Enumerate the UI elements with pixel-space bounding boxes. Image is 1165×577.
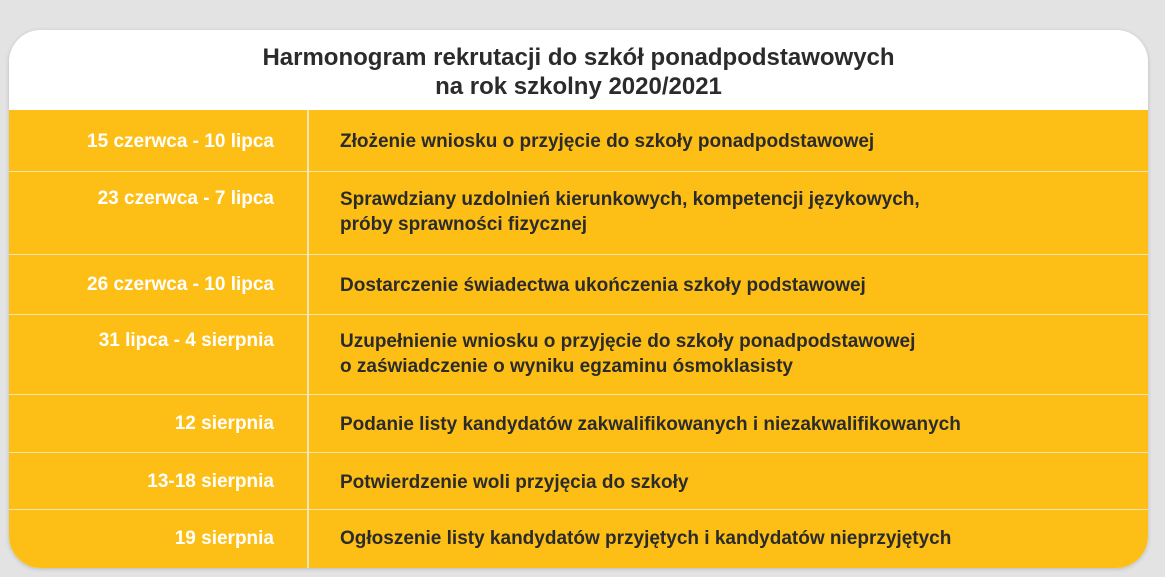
row-date: 13-18 sierpnia [147,471,274,492]
row-description [340,273,1140,298]
row-date: 19 sierpnia [174,528,274,549]
table-row [9,110,1148,172]
row-description-line: Podanie listy kandydatów zakwalifikowanych i niezakwalifikowanych [340,414,961,435]
table-row [9,453,1148,510]
row-description [340,329,1140,379]
row-description [340,412,1140,437]
schedule-header [9,30,1148,110]
row-description [340,129,1140,154]
title-line-1: Harmonogram rekrutacji do szkół ponadpodstawowych [262,44,895,71]
table-row [9,510,1148,568]
table-row [9,255,1148,315]
row-date: 26 czerwca - 10 lipca [87,274,274,295]
row-description-line: próby sprawności fizycznej [340,214,588,235]
row-description-line: Dostarczenie świadectwa ukończenia szkoły podstawowej [340,275,866,296]
column-divider [307,110,309,568]
row-description-line: Potwierdzenie woli przyjęcia do szkoły [340,472,689,493]
table-row [9,315,1148,395]
row-date: 12 sierpnia [174,413,274,434]
schedule-table [9,110,1148,568]
row-description [340,526,1140,551]
schedule-card [9,30,1148,568]
row-date: 31 lipca - 4 sierpnia [98,330,274,351]
row-description-line: Sprawdziany uzdolnień kierunkowych, kompetencji językowych, [340,189,920,210]
title-line-2: na rok szkolny 2020/2021 [435,73,722,100]
row-description-line: o zaświadczenie o wyniku egzaminu ósmoklasisty [340,356,793,377]
row-description-line: Ogłoszenie listy kandydatów przyjętych i kandydatów nieprzyjętych [340,528,952,549]
row-description [340,187,1140,237]
row-date: 23 czerwca - 7 lipca [97,188,274,209]
row-description [340,470,1140,495]
row-description-line: Uzupełnienie wniosku o przyjęcie do szkoły ponadpodstawowej [340,331,916,352]
table-row [9,172,1148,255]
table-row [9,395,1148,453]
row-date: 15 czerwca - 10 lipca [87,131,274,152]
row-description-line: Złożenie wniosku o przyjęcie do szkoły ponadpodstawowej [340,131,875,152]
